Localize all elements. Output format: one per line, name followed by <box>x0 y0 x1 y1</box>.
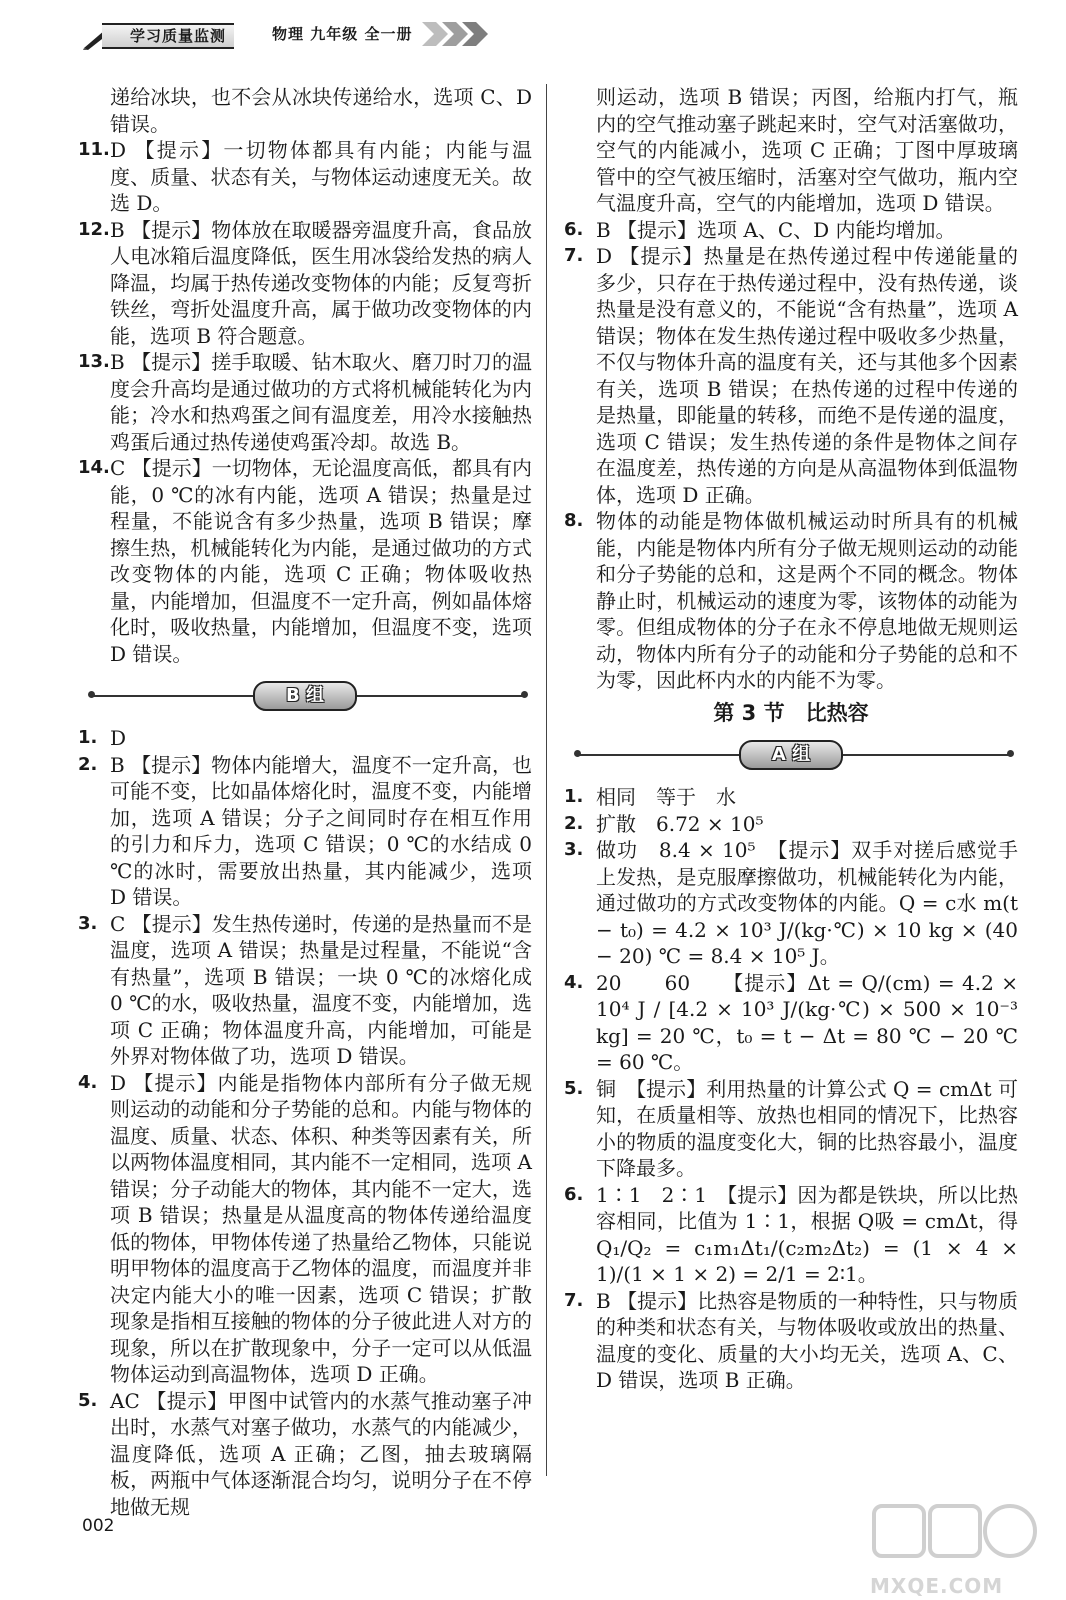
subject-label: 物理 九年级 全一册 <box>272 25 413 43</box>
answer-item-a7 <box>564 1288 1018 1394</box>
item-number: 8. <box>564 510 584 531</box>
answer-item-11 <box>78 137 532 217</box>
item-number: 2. <box>564 812 584 834</box>
item-number: 2. <box>78 753 98 775</box>
answer-item-b1 <box>78 725 532 752</box>
watermark-logo-icon <box>870 1498 1040 1568</box>
item-text: D 【提示】内能是指物体内部所有分子做无规则运动的动能和分子势能的总和。内能与物体的温度、质量、状态、体积、种类等因素有关，所以两物体温度相同，其内能不一定相同，选项 A 错误；分子动能大的物体，其内能不一定大，选项 B 错误；热量是从温度高的物体传递给温度低的物体，甲物体传递了热量给乙物体，只能说明甲物体的温度高于乙物体的温度，而温度并非决定内能大小的唯一因素，选项 C 错误；扩散现象是指相互接触的物体的分子彼此进人对方的现象，所以在扩散现象中，分子一定可以从低温物体运动到高温物体，选项 D 正确。 <box>110 1070 532 1386</box>
item-number: 7. <box>564 245 584 266</box>
item-number: 4. <box>564 971 584 993</box>
item-number: 5. <box>564 1077 584 1099</box>
item-text: D <box>110 726 127 750</box>
column-divider <box>546 84 547 1476</box>
item-number: 14. <box>78 457 110 478</box>
item-text: B 【提示】选项 A、C、D 内能均增加。 <box>596 217 956 242</box>
item-text: C 【提示】一切物体，无论温度高低，都具有内能，0 ℃的冰有内能，选项 A 错误；热量是过程量，不能说含有多少热量，选项 B 错误；摩擦生热，机械能转化为内能，是通过做功的方式改变物体的内能，选项 C 正确；物体吸收热量，内能增加，但温度不一定升高，例如晶体熔化时，吸收热量，内能增加，但温度不变，选项 D 错误。 <box>110 456 532 666</box>
answer-item-a6 <box>564 1182 1018 1288</box>
answer-item-14 <box>78 455 532 667</box>
answer-item-b3 <box>78 911 532 1070</box>
group-divider-b <box>78 675 532 715</box>
item-text: 做功 8.4 × 10⁵ 【提示】双手对搓后感觉手上发热，是克服摩擦做功，机械能转化为内能，通过做功的方式改变物体的内能。Q = c水 m(t − t₀) = 4.2 × 10³ J/(kg·℃) × 10 kg × (40 − 20) ℃ = 8.4 × 10⁵ J。 <box>596 838 1018 968</box>
item-text: B 【提示】物体放在取暖器旁温度升高，食品放人电冰箱后温度降低，医生用冰袋给发热的病人降温，均属于热传递改变物体的内能；反复弯折铁丝，弯折处温度升高，属于做功改变物体的内能，选项 B 符合题意。 <box>110 217 532 348</box>
answer-item: 则运动，选项 B 错误；丙图，给瓶内打气，瓶内的空气推动塞子跳起来时，空气对活塞做功，空气的内能减小，选项 C 正确；丁图中厚玻璃管中的空气被压缩时，活塞对空气做功，瓶内空气温度升高，空气的内能增加，选项 D 错误。 <box>596 85 1018 215</box>
answer-item-8 <box>564 508 1018 694</box>
watermark <box>870 1498 1050 1598</box>
item-text: 铜 【提示】利用热量的计算公式 Q = cmΔt 可知，在质量相等、放热也相同的情况下，比热容小的物质的温度变化大，铜的比热容最小，温度下降最多。 <box>596 1076 1018 1180</box>
item-text: 相同 等于 水 <box>596 785 736 809</box>
item-number: 5. <box>78 1389 98 1411</box>
item-text: D 【提示】热量是在热传递过程中传递能量的多少，只存在于热传递过程中，没有热传递，谈热量是没有意义的，不能说“含有热量”，选项 A 错误；物体在发生热传递过程中吸收多少热量，不仅与物体升高的温度有关，还与其他多个因素有关，选项 B 错误；在热传递的过程中传递的是热量，即能量的转移，而绝不是传递的温度，选项 C 错误；发生热传递的条件是物体之间存在温度差，热传递的方向是从高温物体到低温物体，选项 D 正确。 <box>596 244 1018 507</box>
item-number: 4. <box>78 1071 98 1093</box>
answer-item-7 <box>564 243 1018 508</box>
item-number: 12. <box>78 218 110 240</box>
answer-item: 递给冰块，也不会从冰块传递给水，选项 C、D 错误。 <box>110 85 532 136</box>
item-text: C 【提示】发生热传递时，传递的是热量而不是温度，选项 A 错误；热量是过程量，不能说“含有热量”，选项 B 错误；一块 0 ℃的冰熔化成 0 ℃的水，吸收热量，温度不变，内能增加，选项 C 正确；物体温度升高，内能增加，可能是外界对物体做了功，选项 D 错误。 <box>110 911 532 1068</box>
item-number: 7. <box>564 1289 584 1311</box>
answer-item-6 <box>564 217 1018 244</box>
item-text: B 【提示】搓手取暖、钻木取火、磨刀时刀的温度会升高均是通过做功的方式将机械能转化为内能；冷水和热鸡蛋之间有温度差，用冷水接触热鸡蛋后通过热传递使鸡蛋冷却。故选 B。 <box>110 350 532 454</box>
item-text: B 【提示】比热容是物质的一种特性，只与物质的种类和状态有关，与物体吸收或放出的热量、温度的变化、质量的大小均无关，选项 A、C、D 错误，选项 B 正确。 <box>596 1288 1018 1392</box>
answer-item-13 <box>78 349 532 455</box>
answer-item-b5 <box>78 1388 532 1521</box>
answer-item-a3 <box>564 837 1018 970</box>
group-badge: A 组 <box>739 740 843 770</box>
item-number: 1. <box>564 786 584 807</box>
item-text: 扩散 6.72 × 10⁵ <box>596 811 764 836</box>
chevron-arrows-icon <box>422 22 502 46</box>
page-number: 002 <box>82 1516 115 1536</box>
item-number: 1. <box>78 727 98 748</box>
section-title: 第 3 节 比热容 <box>713 700 869 725</box>
item-number: 11. <box>78 139 110 160</box>
item-text: D 【提示】一切物体都具有内能；内能与温度、质量、状态有关，与物体运动速度无关。故选 D。 <box>110 138 532 215</box>
answer-item-a5 <box>564 1076 1018 1182</box>
item-text: 物体的动能是物体做机械运动时所具有的机械能，内能是物体内所有分子做无规则运动的动能和分子势能的总和，这是两个不同的概念。物体静止时，机械运动的速度为零，该物体的动能为零。但组成物体的分子在永不停息地做无规则运动，物体内所有分子的动能和分子势能的总和不为零，因此杯内水的内能不为零。 <box>596 509 1018 692</box>
item-text: 20 60 【提示】Δt = Q/(cm) = 4.2 × 10⁴ J / [4.2 × 10³ J/(kg·℃) × 500 × 10⁻³ kg] = 20 ℃，t₀ = t − Δt = 80 ℃ − 20 ℃ = 60 ℃。 <box>596 970 1018 1074</box>
answer-item-a2 <box>564 811 1018 838</box>
answer-item-12 <box>78 217 532 350</box>
item-number: 13. <box>78 351 110 372</box>
page-header <box>82 14 522 50</box>
item-text: B 【提示】物体内能增大，温度不一定升高，也可能不变，比如晶体熔化时，温度不变，内能增加，选项 A 错误；分子之间同时存在相互作用的引力和斥力，选项 C 错误；0 ℃的水结成 0 ℃的冰时，需要放出热量，其内能减少，选项 D 错误。 <box>110 752 532 909</box>
answer-item-a1 <box>564 784 1018 811</box>
group-divider-a <box>564 734 1018 774</box>
left-column <box>78 84 532 1520</box>
group-badge: B 组 <box>253 681 357 711</box>
item-number: 6. <box>564 1183 584 1205</box>
item-text: 1∶1 2∶1 【提示】因为都是铁块，所以比热容相同，比值为 1∶1，根据 Q吸 = cmΔt，得 Q₁/Q₂ = c₁m₁Δt₁/(c₂m₂Δt₂) = (1 × 4 × 1)/(1 × 1 × 2) = 2/1 = 2∶1。 <box>596 1182 1018 1286</box>
answer-item-b2 <box>78 752 532 911</box>
right-column <box>564 84 1018 1394</box>
item-number: 6. <box>564 218 584 240</box>
brand-label: 学习质量监测 <box>102 23 234 49</box>
item-text: AC 【提示】甲图中试管内的水蒸气推动塞子冲出时，水蒸气对塞子做功，水蒸气的内能减少，温度降低，选项 A 正确；乙图，抽去玻璃隔板，两瓶中气体逐渐混合均匀，说明分子在不停地做无规 <box>110 1388 532 1519</box>
watermark-text: MXQE.COM <box>870 1574 1004 1598</box>
answer-item-b4 <box>78 1070 532 1388</box>
item-number: 3. <box>564 839 584 860</box>
answer-item-a4 <box>564 970 1018 1076</box>
item-number: 3. <box>78 912 98 934</box>
